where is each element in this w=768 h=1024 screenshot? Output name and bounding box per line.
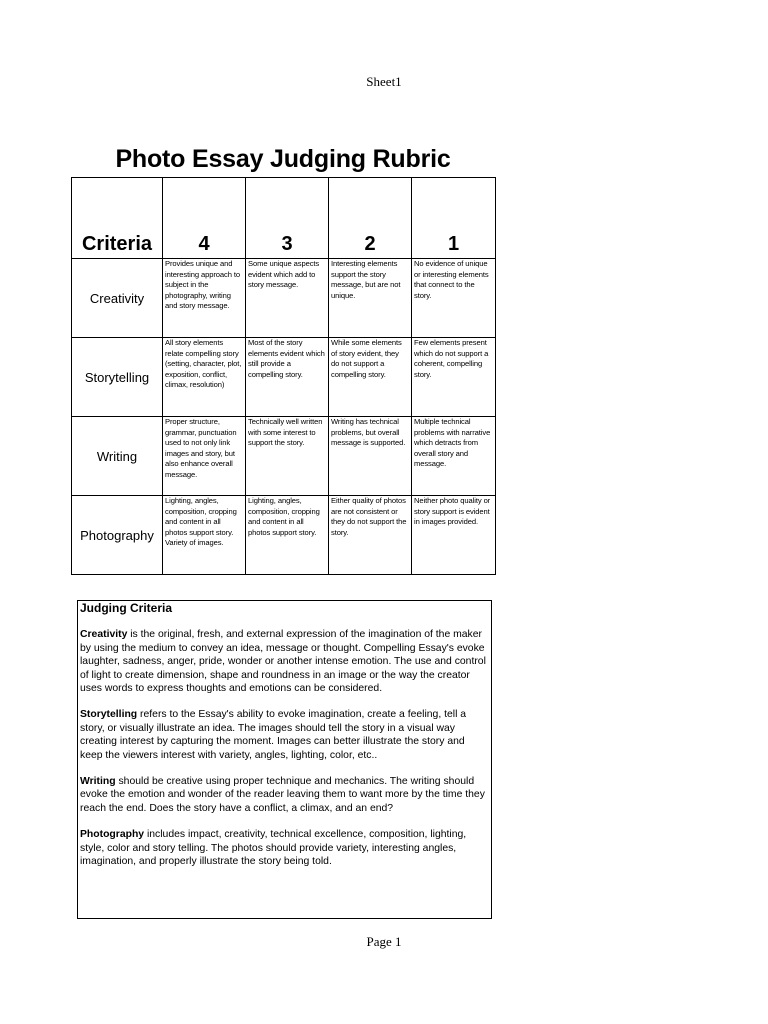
table-cell: Writing has technical problems, but overall message is supported.: [329, 417, 412, 496]
table-cell: Lighting, angles, composition, cropping and content in all photos support story. Variety of images.: [163, 496, 246, 575]
criteria-text: should be creative using proper technique and mechanics. The writing should evoke the emotion and wonder of the reader leaving them to want more by the time they reach the end. Does the story have a conflict, a climax, and an end?: [80, 776, 485, 814]
table-row-storytelling: [72, 338, 496, 417]
criteria-paragraph-photography: [80, 828, 488, 868]
table-cell: Proper structure, grammar, punctuation used to not only link images and story, but also enhance overall message.: [163, 417, 246, 496]
table-cell: No evidence of unique or interesting elements that connect to the story.: [412, 259, 496, 338]
sheet-label: Sheet1: [366, 74, 402, 89]
criteria-term: Creativity: [80, 629, 128, 641]
table-cell: Some unique aspects evident which add to story message.: [246, 259, 329, 338]
criteria-term: Photography: [80, 829, 145, 841]
table-cell: Most of the story elements evident which still provide a compelling story.: [246, 338, 329, 417]
table-row-photography: [72, 496, 496, 575]
criteria-text: includes impact, creativity, technical excellence, composition, lighting, style, color and story telling. The photos should provide variety, interesting angles, imagination, and properly illustrate the story being told.: [80, 829, 467, 868]
header-score-4: 4: [163, 178, 246, 259]
table-cell: Either quality of photos are not consistent or they do not support the story.: [329, 496, 412, 575]
criteria-text: is the original, fresh, and external expression of the imagination of the maker by using the medium to convey an idea, message or thought. Compelling Essay's evoke laughter, sadness, anger, pride, wonder or another intense emotion. The use and control of light to create dimension, shape and roundness in an image or the way the creator uses words to express thoughts and emotions can be considered.: [80, 629, 486, 695]
criteria-term: Storytelling: [80, 709, 138, 721]
table-cell: Multiple technical problems with narrative which detracts from overall story and message.: [412, 417, 496, 496]
criteria-paragraph-creativity: [80, 628, 488, 695]
table-cell: All story elements relate compelling story (setting, character, plot, exposition, conflict, climax, resolution): [163, 338, 246, 417]
rubric-table: [71, 177, 496, 575]
table-cell: Technically well written with some interest to support the story.: [246, 417, 329, 496]
table-cell: While some elements of story evident, they do not support a compelling story.: [329, 338, 412, 417]
table-cell: Neither photo quality or story support is evident in images provided.: [412, 496, 496, 575]
header-score-2: 2: [329, 178, 412, 259]
table-cell: Interesting elements support the story message, but are not unique.: [329, 259, 412, 338]
header-score-1: 1: [412, 178, 496, 259]
page-number: Page 1: [366, 934, 402, 949]
criteria-term: Writing: [80, 776, 116, 788]
header-criteria: Criteria: [72, 178, 163, 259]
judging-criteria-box: [77, 600, 492, 919]
criteria-text: refers to the Essay's ability to evoke imagination, create a feeling, tell a story, or visually illustrate an idea. The images should tell the story in a visual way creating interest by capturing the moment. Images can better illustrate the story and keep the viewers interest with variety, angles, lighting, color, etc..: [80, 709, 467, 761]
criterion-label: Storytelling: [72, 338, 163, 417]
page-title: Photo Essay Judging Rubric: [115, 145, 451, 173]
header-score-3: 3: [246, 178, 329, 259]
table-cell: Few elements present which do not support a coherent, compelling story.: [412, 338, 496, 417]
header-row: [72, 178, 496, 259]
table-cell: Provides unique and interesting approach to subject in the photography, writing and story message.: [163, 259, 246, 338]
table-row-writing: [72, 417, 496, 496]
criteria-paragraph-storytelling: [80, 708, 488, 762]
criterion-label: Writing: [72, 417, 163, 496]
criteria-heading: Judging Criteria: [80, 601, 173, 615]
table-cell: Lighting, angles, composition, cropping and content in all photos support story.: [246, 496, 329, 575]
table-row-creativity: [72, 259, 496, 338]
criterion-label: Creativity: [72, 259, 163, 338]
criteria-paragraph-writing: [80, 775, 488, 815]
criterion-label: Photography: [72, 496, 163, 575]
